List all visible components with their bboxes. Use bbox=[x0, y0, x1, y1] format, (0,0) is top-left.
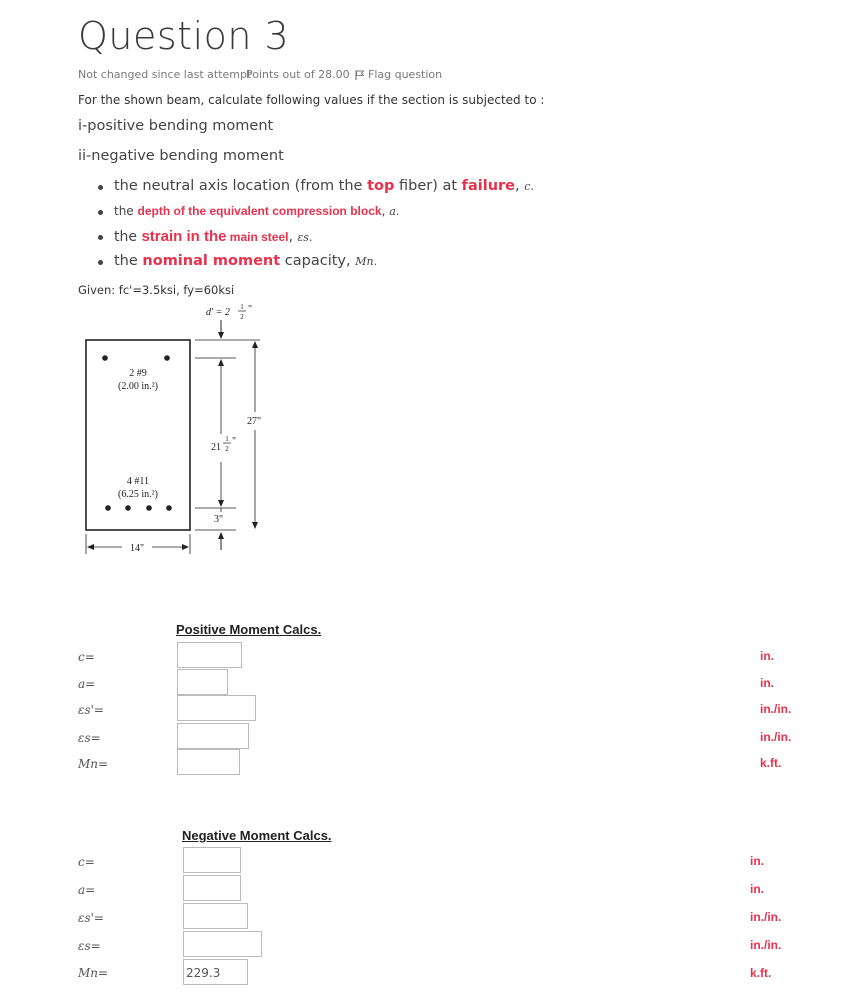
neg-c-input[interactable] bbox=[183, 847, 241, 873]
d-prime-label: d' = 2 bbox=[206, 307, 230, 318]
bottom-bar bbox=[105, 505, 111, 511]
case-positive: i-positive bending moment bbox=[78, 118, 274, 134]
neg-c-label: c= bbox=[78, 855, 95, 869]
list-item: the strain in the main steel, εs. bbox=[98, 224, 534, 249]
attempt-status: Not changed since last attempt bbox=[78, 68, 252, 81]
flag-label: Flag question bbox=[368, 68, 443, 81]
bottom-bar bbox=[166, 505, 172, 511]
pos-es-unit: in./in. bbox=[760, 730, 792, 744]
bottom-bar bbox=[125, 505, 131, 511]
pos-a-unit: in. bbox=[760, 676, 774, 690]
flag-icon bbox=[355, 70, 364, 80]
svg-text:": " bbox=[248, 304, 253, 315]
pos-mn-label: Mn= bbox=[78, 757, 109, 771]
pos-c-unit: in. bbox=[760, 649, 774, 663]
neg-es-prime-unit: in./in. bbox=[750, 910, 782, 924]
case-negative: ii-negative bending moment bbox=[78, 148, 284, 164]
dim-inner-label: 21 bbox=[211, 442, 221, 453]
list-item: the nominal moment capacity, Mn. bbox=[98, 249, 534, 274]
neg-a-label: a= bbox=[78, 883, 96, 897]
pos-es-prime-unit: in./in. bbox=[760, 702, 792, 716]
dim-total-label: 27" bbox=[247, 416, 262, 427]
bottom-bars-label: 4 #11 bbox=[126, 476, 150, 487]
pos-es-prime-input[interactable] bbox=[177, 695, 256, 721]
positive-calcs-heading: Positive Moment Calcs. bbox=[176, 622, 322, 637]
neg-mn-input[interactable]: 229.3 bbox=[183, 959, 248, 985]
neg-es-label: εs= bbox=[78, 939, 101, 953]
pos-a-input[interactable] bbox=[177, 669, 228, 695]
neg-es-prime-input[interactable] bbox=[183, 903, 248, 929]
question-intro: For the shown beam, calculate following values if the section is subjected to : bbox=[78, 93, 545, 107]
neg-es-prime-label: εs'= bbox=[78, 911, 104, 925]
list-item: the neutral axis location (from the top fiber) at failure, c. bbox=[98, 174, 534, 199]
bottom-bar bbox=[146, 505, 152, 511]
question-title: Question 3 bbox=[78, 14, 290, 58]
top-area-label: (2.00 in.²) bbox=[118, 381, 158, 392]
svg-text:1: 1 bbox=[240, 303, 244, 311]
neg-c-unit: in. bbox=[750, 854, 764, 868]
negative-calcs-heading: Negative Moment Calcs. bbox=[182, 828, 332, 843]
bottom-area-label: (6.25 in.²) bbox=[118, 489, 158, 500]
pos-es-input[interactable] bbox=[177, 723, 249, 749]
pos-mn-unit: k.ft. bbox=[760, 756, 782, 770]
neg-es-input[interactable] bbox=[183, 931, 262, 957]
top-bar bbox=[164, 355, 170, 361]
pos-mn-input[interactable] bbox=[177, 749, 240, 775]
list-item: the depth of the equivalent compression block, a. bbox=[98, 199, 534, 224]
requirements-list bbox=[98, 174, 534, 274]
svg-text:1: 1 bbox=[225, 435, 229, 443]
neg-a-unit: in. bbox=[750, 882, 764, 896]
top-bars-label: 2 #9 bbox=[129, 368, 147, 379]
flag-question-link[interactable] bbox=[355, 68, 442, 81]
svg-text:2: 2 bbox=[240, 313, 244, 321]
neg-es-unit: in./in. bbox=[750, 938, 782, 952]
top-bar bbox=[102, 355, 108, 361]
neg-mn-unit: k.ft. bbox=[750, 966, 772, 980]
pos-es-label: εs= bbox=[78, 731, 101, 745]
neg-mn-label: Mn= bbox=[78, 966, 109, 980]
given-values: Given: fc'=3.5ksi, fy=60ksi bbox=[78, 283, 235, 297]
points-info: Points out of 28.00 bbox=[246, 68, 350, 81]
svg-text:": " bbox=[232, 436, 237, 447]
pos-es-prime-label: εs'= bbox=[78, 703, 104, 717]
beam-section-figure bbox=[78, 300, 278, 562]
pos-c-label: c= bbox=[78, 650, 95, 664]
svg-text:2: 2 bbox=[225, 445, 229, 453]
pos-c-input[interactable] bbox=[177, 642, 242, 668]
pos-a-label: a= bbox=[78, 677, 96, 691]
dim-bottom-label: 3" bbox=[214, 514, 224, 525]
dim-width-label: 14" bbox=[129, 543, 145, 554]
neg-a-input[interactable] bbox=[183, 875, 241, 901]
